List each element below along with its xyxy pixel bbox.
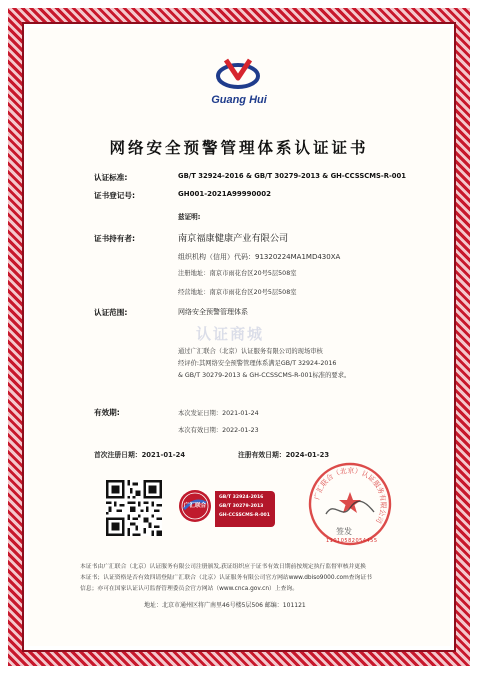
- validity-label: 有效期:: [94, 408, 120, 417]
- certificate-title: 网络安全预警管理体系认证证书: [109, 139, 369, 157]
- footer-address: 地址：北京市通州区将广南里46号楼5层506 邮编：101121: [144, 602, 306, 609]
- statement-line-2: 经评价:其网络安全预警管理体系满足GB/T 32924-2016: [178, 360, 337, 367]
- issue-date: 本次发证日期：2021-01-24: [178, 410, 259, 417]
- expiry-reg-label: 注册有效日期：: [238, 451, 286, 459]
- std-line-2: GB/T 30279-2013: [219, 504, 264, 509]
- holder-name: 南京福康健康产业有限公司: [178, 233, 289, 244]
- first-reg-label: 首次注册日期：: [94, 451, 142, 459]
- first-registration: [94, 449, 185, 459]
- expiry-reg-value: 2024-01-23: [285, 451, 330, 459]
- footer-line-3: 信息；亦可在国家认证认可监督管理委员会官方网站（www.cnca.gov.cn）上查询。: [80, 586, 298, 592]
- std-line-1: GB/T 32924-2016: [219, 495, 264, 500]
- operating-address: 经营地址：南京市雨花台区20号5层508室: [178, 289, 297, 296]
- registration-expiry: [238, 449, 329, 459]
- stamp-serial: 11010582054455: [326, 538, 378, 544]
- standard-value: GB/T 32924-2016 & GB/T 30279-2013 & GH-CCSSCMS-R-001: [178, 172, 406, 180]
- watermark: 认证商城: [196, 325, 265, 343]
- statement-line-3: & GB/T 30279-2013 & GH-CCSSCMS-R-001标准的要求。: [178, 372, 351, 379]
- scope-value: 网络安全预警管理体系: [178, 308, 248, 316]
- std-line-3: GH-CCSSCMS-R-001: [219, 513, 270, 518]
- holder-label: 证书持有者:: [94, 234, 136, 243]
- reg-no-label: 证书登记号:: [94, 191, 136, 200]
- footer-line-2: 本证书；认证资格是否有效四请登陆广汇联合（北京）认证服务有限公司官方网站www.dbiso9000.com查询证书: [80, 575, 372, 581]
- first-reg-value: 2021-01-24: [141, 451, 186, 459]
- stamp-sign-label: 签发: [336, 527, 352, 536]
- standard-label: 认证标准:: [94, 173, 128, 182]
- seal-text: 广汇联合: [183, 503, 207, 509]
- reg-no-value: GH001-2021A99990002: [178, 190, 271, 198]
- stamp-ring-text: 广汇联合（北京）认证服务有限公司: [313, 466, 388, 525]
- holder-sublabel: 兹证明:: [178, 213, 201, 221]
- guang-hui-logo-icon: [214, 54, 262, 94]
- standards-box: [215, 491, 275, 527]
- brand-name: Guang Hui: [211, 94, 267, 106]
- registered-address: 注册地址：南京市雨花台区20号5层508室: [178, 270, 297, 277]
- qr-code-icon: [106, 480, 162, 536]
- org-code: 组织机构（信用）代码：91320224MA1MD430XA: [178, 253, 341, 261]
- footer-notes: [80, 562, 410, 595]
- footer-line-1: 本证书由广汇联合（北京）认证服务有限公司注册颁发,获证组织应于证书有效日期前按规定执行监督审核并更换: [80, 564, 366, 570]
- expiry-date: 本次有效日期：2022-01-23: [178, 427, 259, 434]
- statement-line-1: 通过广汇联合（北京）认证服务有限公司的现场审核: [178, 348, 323, 355]
- scope-label: 认证范围:: [94, 308, 128, 317]
